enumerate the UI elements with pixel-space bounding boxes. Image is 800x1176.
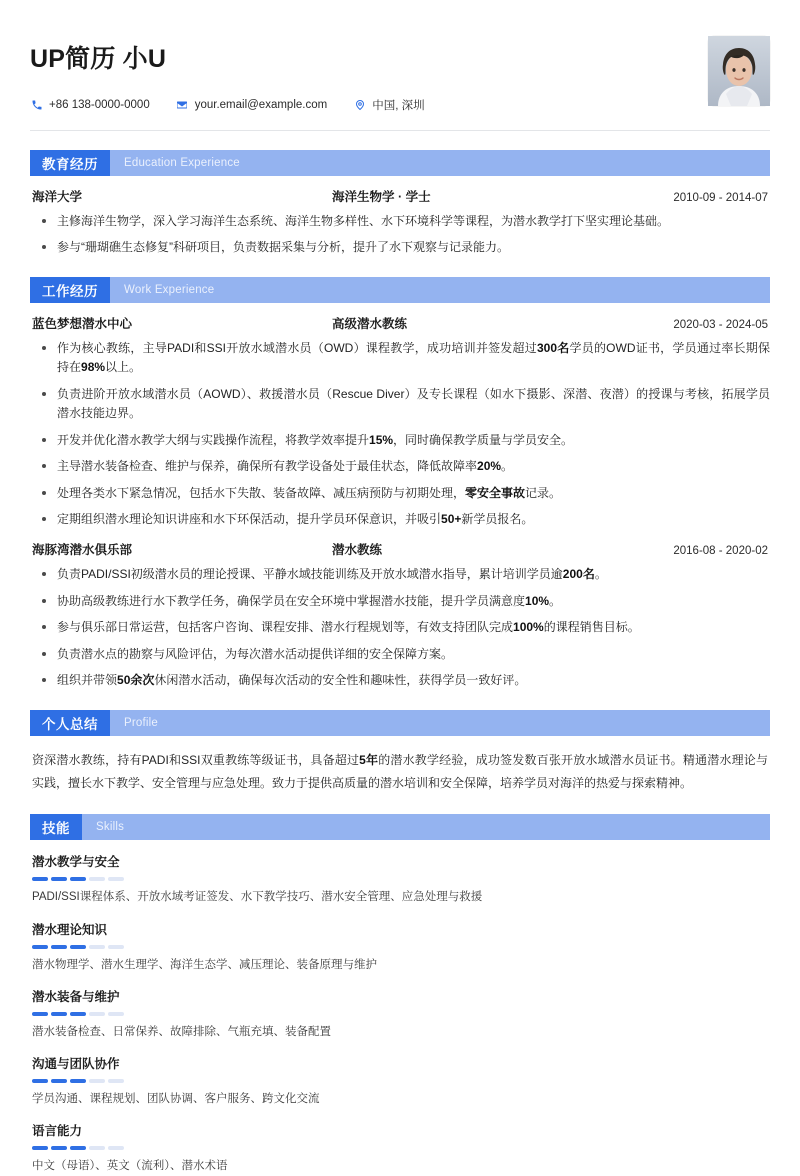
entry-date-range: 2020-03 - 2024-05 — [673, 318, 768, 331]
skill-level-bar — [32, 1146, 768, 1150]
skill-item — [32, 852, 768, 906]
entry-role: 高级潜水教练 — [332, 316, 408, 331]
location-icon — [353, 99, 366, 112]
section-title-en: Education Experience — [124, 157, 240, 169]
skill-level-segment — [51, 945, 67, 949]
skill-level-segment — [89, 1079, 105, 1083]
section-work — [24, 277, 776, 691]
section-title-en: Skills — [96, 821, 125, 834]
skill-level-segment — [32, 1012, 48, 1016]
entry-organization: 海豚湾潜水俱乐部 — [32, 543, 133, 558]
skill-level-bar — [32, 1012, 768, 1016]
section-title-cn: 技能 — [30, 814, 82, 840]
section-title-en: Profile — [124, 716, 158, 729]
skill-level-segment — [32, 877, 48, 881]
contact-value: 中国, 深圳 — [372, 100, 425, 112]
section-title-cn: 个人总结 — [30, 710, 110, 736]
skill-description: PADI/SSI课程体系、开放水域考证签发、水下教学技巧、潜水安全管理、应急处理与救援 — [32, 891, 483, 904]
contact-item-phone[interactable] — [30, 99, 150, 112]
bullet-item: 主修海洋生物学，深入学习海洋生态系统、海洋生物多样性、水下环境科学等课程，为潜水教学打下坚实理论基础。 — [30, 212, 770, 231]
sections-root — [24, 150, 776, 1176]
envelope-icon — [176, 99, 189, 112]
skill-item — [32, 987, 768, 1041]
section-title-en: Work Experience — [124, 283, 215, 296]
skill-level-segment — [89, 1146, 105, 1150]
entry-header — [30, 540, 770, 558]
skill-level-segment — [51, 877, 67, 881]
skill-level-segment — [32, 1146, 48, 1150]
entry-organization: 海洋大学 — [32, 190, 83, 204]
bullet-item: 组织并带领50余次休闲潜水活动，确保每次活动的安全性和趣味性，获得学员一致好评。 — [30, 671, 770, 690]
skill-level-segment — [108, 945, 124, 949]
skill-level-segment — [108, 877, 124, 881]
header-left — [30, 36, 708, 113]
resume-header — [24, 26, 776, 113]
section-title-cn: 教育经历 — [30, 150, 110, 176]
profile-summary-text: 资深潜水教练，持有PADI和SSI双重教练等级证书，具备超过5年的潜水教学经验，成功签发数百张开放水域潜水员证书。精通潜水理论与实践，擅长水下教学、安全管理与应急处理。致力于提供高质量的潜水培训和安全保障，培养学员对海洋的热爱与探索精神。 — [32, 752, 768, 790]
bullet-item: 作为核心教练，主导PADI和SSI开放水域潜水员（OWD）课程教学，成功培训并签发超过300名学员的OWD证书，学员通过率长期保持在98%以上。 — [30, 339, 770, 378]
section-header-work — [30, 277, 770, 303]
skill-level-segment — [70, 1079, 86, 1083]
skill-level-segment — [51, 1146, 67, 1150]
contact-item-envelope[interactable] — [176, 99, 327, 112]
section-title-cn: 工作经历 — [30, 277, 110, 303]
skill-item — [32, 1054, 768, 1108]
skill-level-bar — [32, 945, 768, 949]
skill-item — [32, 920, 768, 974]
entry-organization: 蓝色梦想潜水中心 — [32, 316, 133, 331]
bullet-item: 定期组织潜水理论知识讲座和水下环保活动，提升学员环保意识，并吸引50+新学员报名。 — [30, 510, 770, 529]
skill-level-segment — [32, 945, 48, 949]
skill-name: 语言能力 — [32, 1124, 83, 1139]
skill-level-segment — [108, 1012, 124, 1016]
skill-item — [32, 1121, 768, 1175]
skill-level-segment — [89, 945, 105, 949]
avatar — [708, 36, 770, 106]
contact-item-location[interactable] — [353, 97, 424, 113]
experience-entry — [30, 187, 770, 258]
bullet-item: 负责PADI/SSI初级潜水员的理论授课、平静水域技能训练及开放水域潜水指导，累计培训学员逾200名。 — [30, 565, 770, 584]
entry-header — [30, 314, 770, 332]
skill-description: 学员沟通、课程规划、团队协调、客户服务、跨文化交流 — [32, 1093, 320, 1106]
skill-name: 潜水理论知识 — [32, 922, 108, 937]
entry-bullet-list — [30, 339, 770, 530]
bullet-item: 参与俱乐部日常运营，包括客户咨询、课程安排、潜水行程规划等，有效支持团队完成100%的课程销售目标。 — [30, 618, 770, 637]
skill-level-bar — [32, 1079, 768, 1083]
entry-bullet-list — [30, 565, 770, 690]
bullet-item: 处理各类水下紧急情况，包括水下失散、装备故障、减压病预防与初期处理，零安全事故记录。 — [30, 484, 770, 503]
skill-level-segment — [108, 1146, 124, 1150]
skill-level-bar — [32, 877, 768, 881]
entry-date-range: 2010-09 - 2014-07 — [673, 192, 768, 204]
bullet-item: 协助高级教练进行水下教学任务，确保学员在安全环境中掌握潜水技能，提升学员满意度10%。 — [30, 592, 770, 611]
skill-description: 潜水物理学、潜水生理学、海洋生态学、减压理论、装备原理与维护 — [32, 958, 377, 971]
contact-value: +86 138-0000-0000 — [49, 99, 150, 111]
bullet-item: 参与“珊瑚礁生态修复”科研项目，负责数据采集与分析，提升了水下观察与记录能力。 — [30, 238, 770, 257]
phone-icon — [30, 99, 43, 112]
entry-role: 海洋生物学 · 学士 — [332, 190, 431, 204]
section-profile — [24, 710, 776, 796]
header-divider — [30, 130, 770, 131]
avatar-photo-icon — [708, 36, 770, 106]
skill-description: 潜水装备检查、日常保养、故障排除、气瓶充填、装备配置 — [32, 1025, 331, 1038]
skill-level-segment — [51, 1012, 67, 1016]
skill-level-segment — [108, 1079, 124, 1083]
skills-list — [30, 852, 770, 1175]
bullet-item: 负责潜水点的勘察与风险评估，为每次潜水活动提供详细的安全保障方案。 — [30, 645, 770, 664]
contact-value: your.email@example.com — [194, 99, 328, 111]
experience-entry — [30, 540, 770, 690]
entry-date-range: 2016-08 - 2020-02 — [673, 545, 768, 558]
contact-row — [30, 97, 708, 113]
skill-level-segment — [70, 1146, 86, 1150]
skill-level-segment — [70, 877, 86, 881]
entry-bullet-list — [30, 212, 770, 258]
skill-level-segment — [70, 945, 86, 949]
section-header-skills — [30, 814, 770, 840]
skill-level-segment — [89, 877, 105, 881]
skill-name: 潜水装备与维护 — [32, 989, 120, 1004]
entry-role: 潜水教练 — [332, 543, 383, 558]
section-skills — [24, 814, 776, 1175]
skill-level-segment — [70, 1012, 86, 1016]
section-header-profile — [30, 710, 770, 736]
bullet-item: 开发并优化潜水教学大纲与实践操作流程，将教学效率提升15%，同时确保教学质量与学员安全。 — [30, 431, 770, 450]
skill-level-segment — [89, 1012, 105, 1016]
skill-level-segment — [51, 1079, 67, 1083]
bullet-item: 负责进阶开放水域潜水员（AOWD）、救援潜水员（Rescue Diver）及专长课程（如水下摄影、深潜、夜潜）的授课与考核，拓展学员潜水技能边界。 — [30, 385, 770, 424]
skill-name: 潜水教学与安全 — [32, 855, 120, 870]
entry-header — [30, 187, 770, 205]
skill-name: 沟通与团队协作 — [32, 1057, 120, 1072]
section-education — [24, 150, 776, 258]
skill-level-segment — [32, 1079, 48, 1083]
bullet-item: 主导潜水装备检查、维护与保养，确保所有教学设备处于最佳状态，降低故障率20%。 — [30, 457, 770, 476]
experience-entry — [30, 314, 770, 530]
skill-description: 中文（母语）、英文（流利）、潜水术语 — [32, 1160, 228, 1173]
section-header-education — [30, 150, 770, 176]
candidate-name: UP简历 小U — [30, 45, 167, 73]
